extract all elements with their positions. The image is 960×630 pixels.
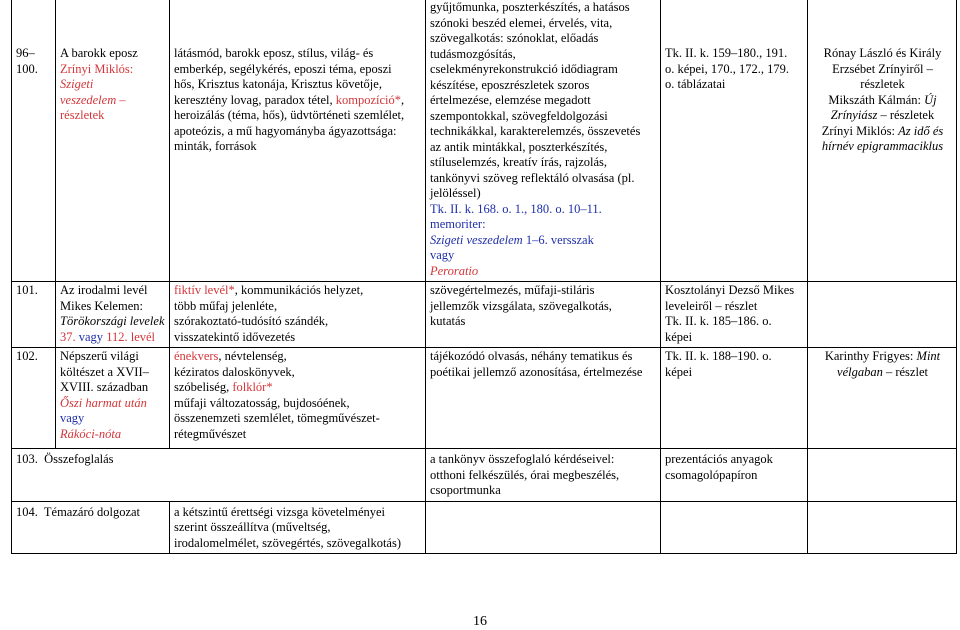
concept-key-term: kompozíció*	[335, 92, 402, 107]
concept-line: rétegművészet	[174, 426, 247, 441]
activities-cell	[426, 449, 661, 502]
topic-line	[60, 62, 166, 93]
activity-line: technikákkal, karakterelemzés, összevetés	[430, 124, 641, 138]
activity-line: szövegértelmezés, műfaji-stiláris	[430, 283, 595, 297]
topic-line: XVIII. században	[60, 380, 149, 394]
topic-line: A barokk eposz	[60, 46, 138, 60]
activity-line: tájékozódó olvasás, néhány tematikus és	[430, 349, 633, 363]
concepts-cell	[170, 282, 426, 348]
reading-title: Az idő és	[898, 123, 944, 138]
topic-line: költészet a XVII–	[60, 364, 149, 379]
reading-cell	[808, 449, 957, 502]
concept-line: szórakoztató-tudósító szándék,	[174, 314, 329, 328]
topic-cell	[56, 282, 170, 348]
reading-cell	[808, 348, 957, 449]
reading-cell	[808, 501, 957, 554]
table-row-101	[12, 282, 957, 348]
lesson-label: 103. Összefoglalás	[16, 452, 114, 466]
syllabus-table	[11, 0, 957, 554]
textbook-line: Tk. II. k. 159–180., 191.	[665, 46, 788, 60]
concept-text: , kommunikációs helyzet,	[234, 283, 364, 297]
textbook-line: csomagolópapíron	[665, 467, 758, 482]
textbook-cell	[661, 501, 808, 554]
concept-line	[174, 349, 422, 365]
topic-author: Zrínyi Miklós:	[60, 61, 134, 76]
textbook-line: o. táblázatai	[665, 77, 726, 91]
concept-text: ,	[401, 92, 405, 107]
activity-line: a tankönyv összefoglaló kérdéseivel:	[430, 452, 615, 466]
concept-line: műfaji változatosság, bujdosóének,	[174, 395, 350, 410]
reading-line	[812, 93, 953, 109]
activity-line: csoportmunka	[430, 483, 501, 497]
reading-detail: – részlet	[882, 364, 928, 379]
activity-line: szövegalkotás: szónoklat, előadás	[430, 31, 599, 45]
table-row-96-100	[12, 0, 957, 282]
concept-line: minták, források	[174, 139, 257, 153]
textbook-cell	[661, 0, 808, 282]
concept-text: keresztény lovag, paradox tétel,	[174, 92, 336, 107]
reading-author: Karinthy Frigyes:	[824, 349, 917, 363]
activity-line: tankönyvi szöveg reflektáló olvasása (pl.	[430, 170, 635, 185]
topic-line	[60, 93, 166, 124]
reading-line	[812, 124, 953, 140]
reading-author: Zrínyi Miklós:	[821, 123, 899, 138]
textbook-line: leveleiről – részlet	[665, 298, 758, 313]
reading-title: Új	[924, 92, 937, 107]
activity-line: poétikai jellemző azonosítása, értelmezése	[430, 364, 643, 379]
topic-work-title: Törökországi levelek	[60, 314, 165, 328]
concepts-cell	[170, 348, 426, 449]
concept-line: a kétszintű érettségi vizsga követelményei	[174, 504, 386, 519]
reading-title: vélgaban	[837, 364, 883, 379]
page-number: 16	[473, 614, 487, 629]
concept-line: látásmód, barokk eposz, stílus, világ- és	[174, 46, 374, 60]
textbook-line: Kosztolányi Dezső Mikes	[665, 283, 795, 297]
textbook-reference: Tk. II. k. 168. o. 1., 180. o. 10–11.	[430, 201, 602, 216]
concept-line: apoteózis, a mű hagyományba ágyazottsága:	[174, 123, 397, 138]
topic-work-title: Szigeti	[60, 77, 94, 91]
lesson-number-cell	[12, 0, 56, 282]
activity-line: értelmezése, elemzése megadott	[430, 93, 591, 107]
reading-detail: – részletek	[877, 108, 935, 122]
topic-detail: – részletek	[60, 92, 126, 122]
activity-line: készítése, eposzrészletek szoros	[430, 77, 590, 92]
topic-cell	[56, 0, 170, 282]
activity-line: kutatás	[430, 314, 466, 328]
topic-line: Az irodalmi levél	[60, 283, 148, 297]
concept-line: több műfaj jelenléte,	[174, 298, 278, 313]
or-label: vagy	[78, 329, 104, 344]
reading-line	[812, 365, 953, 381]
activity-line: tudásmozgósítás,	[430, 46, 516, 61]
activity-line: szempontokkal, szövegfeldolgozási	[430, 108, 608, 123]
activity-line: az antik mintákkal, poszterkészítés,	[430, 139, 608, 154]
lesson-number: 101.	[16, 283, 38, 297]
topic-work-title: Rákóci-nóta	[60, 426, 122, 441]
lesson-number: 102.	[16, 349, 38, 363]
textbook-line: o. képei, 170., 172., 179.	[665, 61, 789, 76]
topic-work-title: Őszi harmat után	[60, 395, 147, 410]
concept-line: irodalomelmélet, szövegértés, szövegalkotás)	[174, 535, 402, 550]
textbook-line: Tk. II. k. 185–186. o.	[665, 314, 772, 328]
concept-text: szóbeliség,	[174, 380, 233, 394]
activities-cell	[426, 0, 661, 282]
memoriter-work-title: Szigeti veszedelem	[430, 232, 523, 247]
concept-line: szerint összeállítva (műveltség,	[174, 520, 331, 534]
memoriter-label: memoriter:	[430, 217, 486, 231]
topic-line: Mikes Kelemen:	[60, 298, 143, 313]
concept-key-term: énekvers	[174, 349, 219, 363]
textbook-cell	[661, 449, 808, 502]
table-row-102	[12, 348, 957, 449]
lesson-label: 104. Témazáró dolgozat	[16, 504, 141, 519]
reading-line	[812, 108, 953, 124]
activities-cell	[426, 348, 661, 449]
concept-line: heroizálás (téma, hős), üdvtörténeti szemlélet,	[174, 108, 405, 122]
reading-line: Rónay László és Király	[823, 46, 942, 60]
activity-line: otthoni felkészülés, órai megbeszélés,	[430, 467, 620, 482]
summary-label-cell	[12, 449, 426, 502]
memoriter-detail: 1–6. versszak	[522, 232, 594, 247]
reading-line: hírnév epigrammaciklus	[821, 139, 944, 153]
textbook-line: prezentációs anyagok	[665, 452, 773, 466]
concept-line: összenemzeti szemlélet, tömegművészet-	[174, 411, 380, 425]
or-label: vagy	[60, 411, 85, 425]
reading-line: részletek	[860, 77, 905, 91]
topic-line: Népszerű világi	[60, 349, 139, 363]
memoriter-alternative: Peroratio	[430, 263, 479, 278]
exam-label-cell	[12, 501, 170, 554]
textbook-line: képei	[665, 329, 693, 344]
lesson-number-cell	[12, 282, 56, 348]
concept-line	[174, 380, 422, 396]
reading-title: Mint	[916, 349, 941, 363]
topic-line	[60, 330, 166, 346]
lesson-number-cell	[12, 348, 56, 449]
concept-text: , névtelenség,	[218, 349, 287, 363]
reading-line: Erzsébet Zrínyiről –	[832, 61, 933, 76]
reading-line	[812, 349, 953, 365]
topic-cell	[56, 348, 170, 449]
activity-line: jelöléssel)	[430, 186, 481, 200]
textbook-cell	[661, 282, 808, 348]
activities-cell	[426, 501, 661, 554]
table-row-103	[12, 449, 957, 502]
textbook-line: képei	[665, 364, 693, 379]
concept-line: hős, Krisztus katonája, Krisztus követője,	[174, 77, 382, 91]
topic-detail: 37.	[60, 329, 79, 344]
activity-line: jellemzők vizsgálata, szövegalkotás,	[430, 298, 612, 313]
textbook-cell	[661, 348, 808, 449]
lesson-number: 96–	[16, 46, 35, 60]
or-label: vagy	[430, 248, 455, 262]
reading-cell	[808, 282, 957, 348]
activity-line: stíluselemzés, kreatív írás, rajzolás,	[430, 155, 608, 169]
concept-line: emberkép, segélykérés, eposzi téma, eposzi	[174, 61, 392, 76]
lesson-number: 100.	[16, 61, 38, 76]
activity-line: gyűjtőmunka, poszterkészítés, a hatásos	[430, 0, 630, 14]
activity-line: cselekményrekonstrukció idődiagram	[430, 62, 618, 76]
concept-line: visszatekintő idővezetés	[174, 329, 296, 344]
textbook-line: Tk. II. k. 188–190. o.	[665, 349, 772, 363]
concepts-cell	[170, 501, 426, 554]
topic-detail: 112. levél	[103, 329, 156, 344]
reading-author: Mikszáth Kálmán:	[828, 92, 925, 107]
concept-key-term: folklór*	[232, 380, 273, 394]
topic-work-title: veszedelem	[60, 92, 117, 107]
concept-line	[174, 93, 422, 109]
table-row-104	[12, 501, 957, 554]
activities-cell	[426, 282, 661, 348]
concepts-cell	[170, 0, 426, 282]
concept-line	[174, 283, 422, 299]
activity-line: szónoki beszéd elemei, érvelés, vita,	[430, 15, 613, 30]
reading-cell	[808, 0, 957, 282]
memoriter-item	[430, 233, 657, 249]
concept-key-term: fiktív levél*	[174, 283, 235, 297]
concept-line: kéziratos daloskönyvek,	[174, 364, 295, 379]
reading-title: Zrínyiász	[830, 108, 878, 122]
